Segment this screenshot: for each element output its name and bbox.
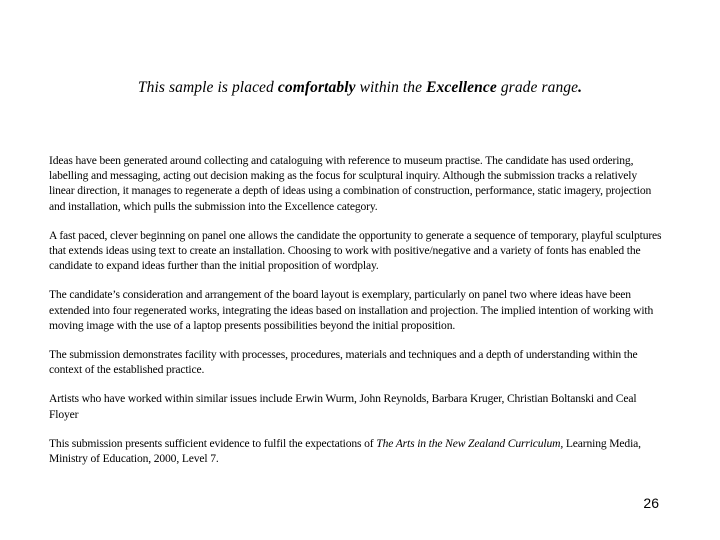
headline-text-2: within the xyxy=(355,79,427,96)
paragraph-artists: Artists who have worked within similar issues include Erwin Wurm, John Reynolds, Barbara Kruger, Christian Boltanski and Ceal Floyer xyxy=(49,392,637,421)
paragraph-closing xyxy=(49,436,664,466)
headline-emphasis-excellence: Excellence xyxy=(426,79,497,96)
paragraph-facility: The submission demonstrates facility with processes, procedures, materials and techniques and a depth of understanding within the context of the established practice. xyxy=(49,348,638,377)
assessment-headline xyxy=(0,79,720,97)
closing-text-after: Learning Media, Ministry of Education, 2000, Level 7. xyxy=(49,436,641,466)
headline-text-3: grade range xyxy=(496,79,579,96)
paragraph-beginning: A fast paced, clever beginning on panel one allows the candidate the opportunity to generate a sequence of temporary, playful sculptures that extends ideas using text to create an installation. Choosing to work with positive/negative and a variety of fonts has enabled the candidate to expand ideas further than the initial proposition of wordplay. xyxy=(49,228,662,273)
assessment-body xyxy=(49,153,664,480)
closing-text-before: This submission presents sufficient evidence to fulfil the expectations of xyxy=(49,436,377,450)
page-number: 26 xyxy=(643,495,659,511)
headline-period: . xyxy=(578,79,583,96)
paragraph-layout: The candidate’s consideration and arrangement of the board layout is exemplary, particularly on panel two where ideas have been extended into four regenerated works, integrating the ideas based on installation and projection. The implied intention of working with moving image with the use of a laptop presents possibilities beyond the initial proposition. xyxy=(49,288,654,332)
headline-text-1: This sample is placed xyxy=(137,79,278,96)
headline-emphasis-comfortably: comfortably xyxy=(277,79,356,96)
curriculum-title: The Arts in the New Zealand Curriculum, xyxy=(376,436,564,450)
paragraph-ideas: Ideas have been generated around collecting and cataloguing with reference to museum practise. The candidate has used ordering, labelling and messaging, acting out decision making as the focus for sculptural inquiry. Although the submission tracks a relatively linear direction, it manages to regenerate a depth of ideas using a combination of construction, performance, static imagery, projection and installation, which pulls the submission into the Excellence category. xyxy=(49,154,652,213)
